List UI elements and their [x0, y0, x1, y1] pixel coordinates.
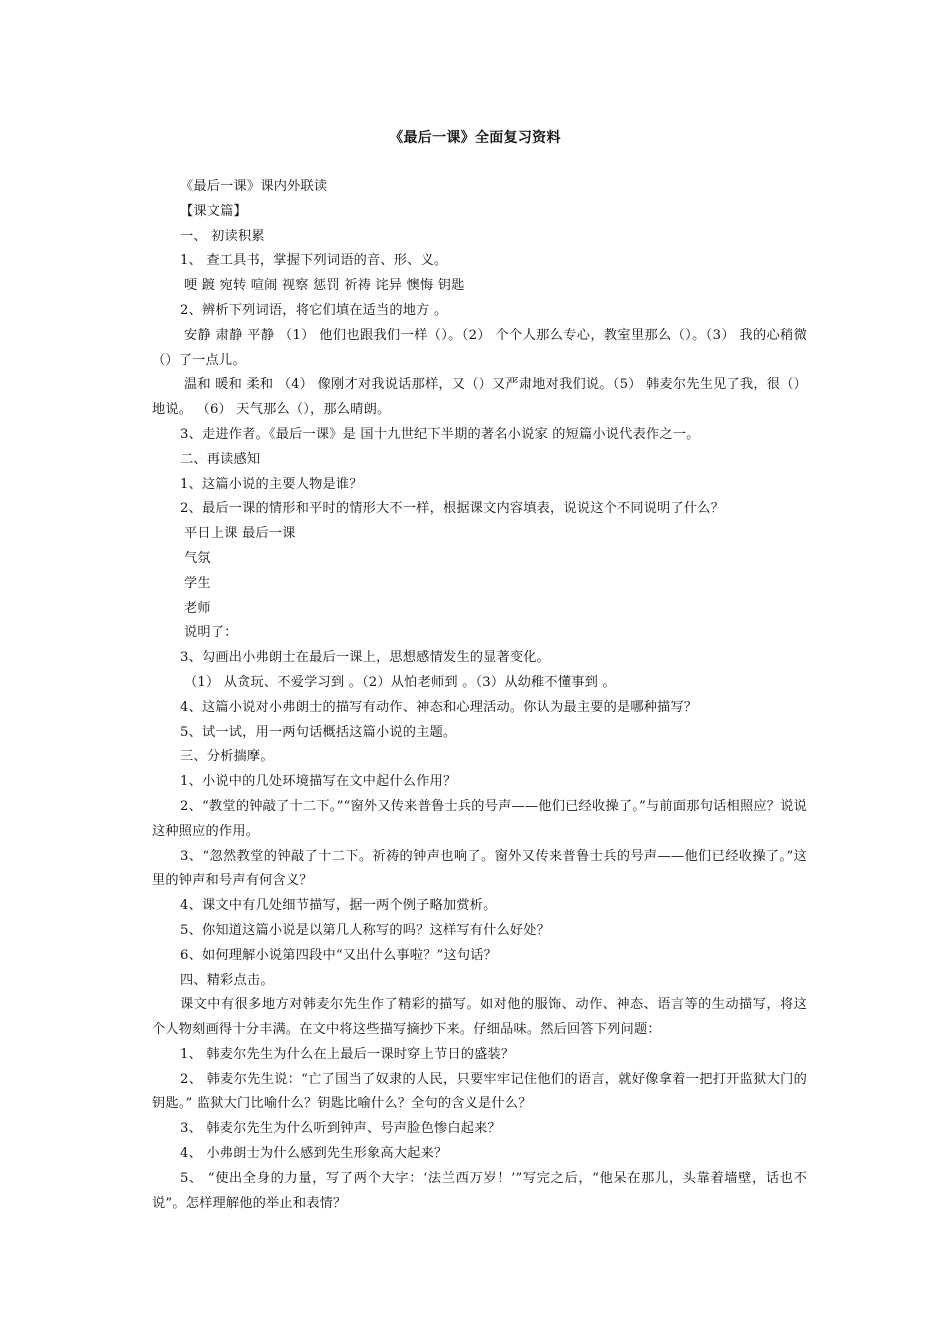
text-paragraph: 5、 “使出全身的力量，写了两个大字：‘法兰西万岁！’”写完之后，“他呆在那儿，头靠着墙壁，话也不说”。怎样理解他的举止和表情？	[152, 1170, 807, 1211]
text-line: 4、课文中有几处细节描写，据一两个例子略加赏析。	[180, 898, 497, 914]
text-paragraph: 2、 韩麦尔先生说：“亡了国当了奴隶的人民，只要牢牢记住他们的语言，就好像拿着一把打开监狱大门的钥匙。” 监狱大门比喻什么？钥匙比喻什么？全句的含义是什么？	[152, 1071, 807, 1112]
table-row-label: 学生	[184, 575, 211, 591]
text-line: 1、 韩麦尔先生为什么在上最后一课时穿上节日的盛装？	[180, 1046, 515, 1062]
section-heading: 【课文篇】	[180, 203, 247, 219]
text-line: 5、试一试，用一两句话概括这篇小说的主题。	[180, 724, 457, 740]
text-line: 1、这篇小说的主要人物是谁？	[180, 476, 363, 492]
text-line: 4、这篇小说对小弗朗士的描写有动作、神态和心理活动。你认为最主要的是哪种描写？	[180, 699, 698, 715]
text-paragraph: 温和 暖和 柔和 （4） 像刚才对我说话那样，又（）又严肃地对我们说。（5） 韩麦尔先生见了我，很（）地说。 （6） 天气那么（），那么晴朗。	[152, 377, 807, 418]
text-line: 5、你知道这篇小说是以第几人称写的吗？这样写有什么好处？	[180, 922, 551, 938]
section-heading: 三、分析揣摩。	[180, 749, 274, 765]
text-line: 3、走进作者。《最后一课》是 国十九世纪下半期的著名小说家 的短篇小说代表作之一。	[180, 426, 700, 442]
text-line: 1、 查工具书，掌握下列词语的音、形、义。	[180, 253, 448, 269]
text-line: 4、 小弗朗士为什么感到先生形象高大起来？	[180, 1146, 448, 1162]
section-heading: 四、精彩点击。	[180, 972, 274, 988]
text-paragraph: 2、“教堂的钟敲了十二下。”“窗外又传来普鲁士兵的号声——他们已经收操了。”与前面那句话相照应？说说这种照应的作用。	[152, 798, 807, 839]
text-line: 2、辨析下列词语，将它们填在适当的地方 。	[180, 302, 448, 318]
document-body	[152, 175, 807, 1216]
text-line: 说明了：	[184, 625, 238, 641]
text-paragraph: 3、“忽然教堂的钟敲了十二下。祈祷的钟声也响了。窗外又传来普鲁士兵的号声——他们已经收操了。”这里的钟声和号声有何含义？	[152, 848, 807, 889]
text-paragraph: 安静 肃静 平静 （1） 他们也跟我们一样（）。（2） 个个人那么专心，教室里那么（）。（3） 我的心稍微（）了一点儿。	[152, 327, 807, 368]
section-heading: 一、 初读积累	[180, 228, 265, 244]
text-paragraph: 课文中有很多地方对韩麦尔先生作了精彩的描写。如对他的服饰、动作、神态、语言等的生动描写，将这个人物刻画得十分丰满。在文中将这些描写摘抄下来。仔细品味。然后回答下列问题：	[152, 997, 807, 1038]
text-line: 《最后一课》课内外联读	[180, 179, 328, 194]
text-line: 1、小说中的几处环境描写在文中起什么作用？	[180, 774, 457, 790]
text-line: 3、 韩麦尔先生为什么听到钟声、号声脸色惨白起来？	[180, 1121, 501, 1137]
table-header-line: 平日上课 最后一课	[184, 526, 296, 542]
text-line: 哽 踱 宛转 喧闹 视察 惩罚 祈祷 诧异 懊悔 钥匙	[184, 278, 465, 294]
document-title: 《最后一课》全面复习资料	[389, 130, 561, 146]
table-row-label: 气氛	[184, 550, 211, 566]
section-heading: 二、再读感知	[180, 451, 261, 467]
table-row-label: 老师	[184, 600, 211, 616]
text-line: （1） 从贪玩、不爱学习到 。（2）从怕老师到 。（3）从幼稚不懂事到 。	[184, 674, 616, 690]
text-line: 3、勾画出小弗朗士在最后一课上，思想感情发生的显著变化。	[180, 650, 551, 666]
text-line: 2、最后一课的情形和平时的情形大不一样，根据课文内容填表，说说这个不同说明了什么？	[180, 501, 725, 517]
text-line: 6、如何理解小说第四段中“又出什么事啦？”这句话？	[180, 947, 497, 963]
